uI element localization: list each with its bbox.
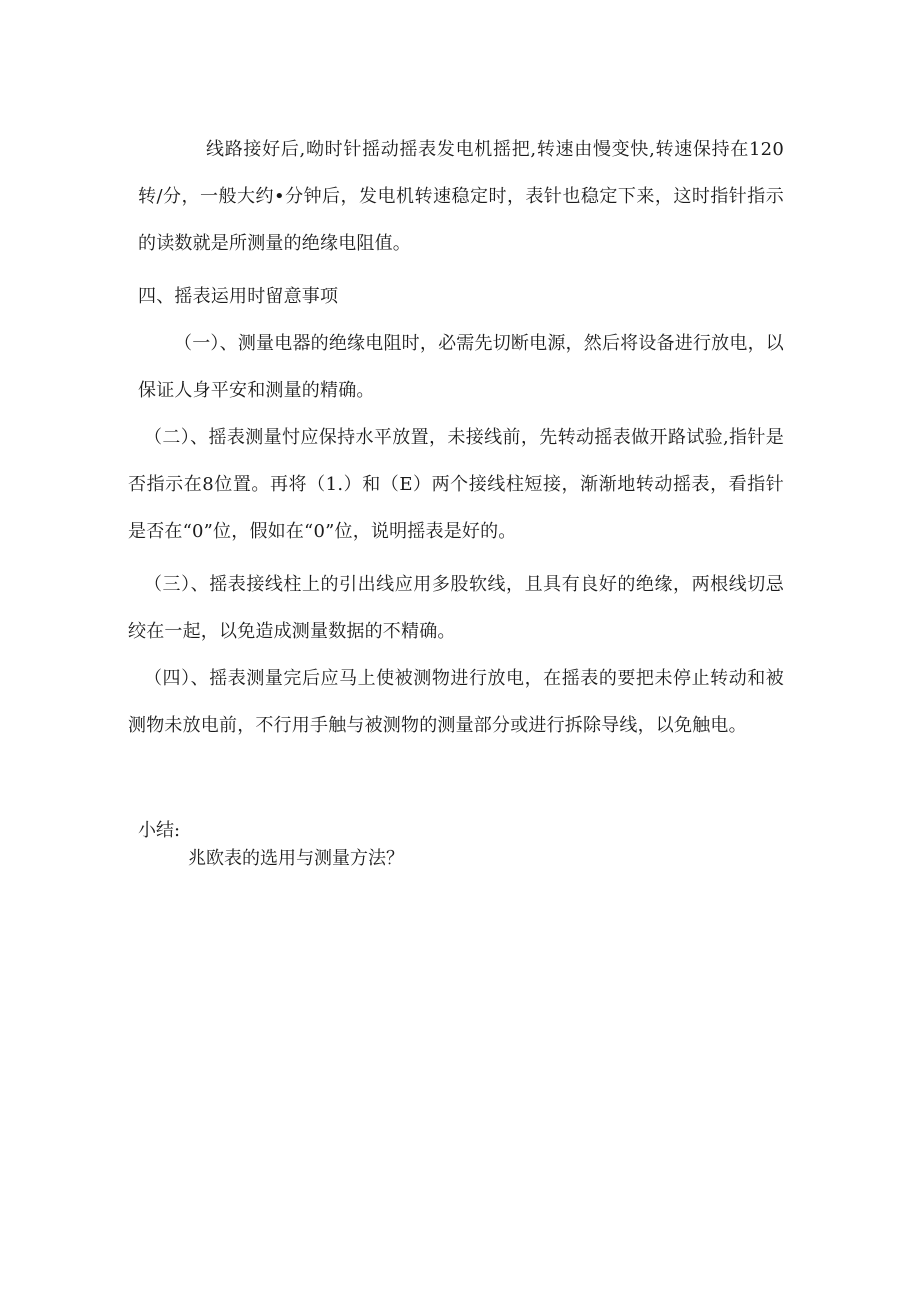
list-item-4: （四）、摇表测量完后应马上使被测物进行放电，在摇表的要把未停止转动和被测物未放电前，不行用手触与被测物的测量部分或进行拆除导线，以免触电。 xyxy=(128,668,784,736)
summary-label: 小结: xyxy=(138,820,181,841)
list-item-1: （一）、测量电器的绝缘电阻时，必需先切断电源，然后将设备进行放电，以保证人身平安和测量的精确。 xyxy=(138,333,784,401)
summary-question: 兆欧表的选用与测量方法？ xyxy=(188,848,404,869)
paragraph-procedure: 线路接好后,呦时针摇动摇表发电机摇把,转速由慢变快,转速保持在120转/分，一般大约•分钟后，发电机转速稳定时，表针也稳定下来，这时指针指示的读数就是所测量的绝缘电阻值。 xyxy=(138,139,784,254)
section-heading: 四、摇表运用时留意事项 xyxy=(138,286,339,307)
list-item-3: （三）、摇表接线柱上的引出线应用多股软线，且具有良好的绝缘，两根线切忌绞在一起，以免造成测量数据的不精确。 xyxy=(128,574,784,642)
list-item-2: （二）、摇表测量忖应保持水平放置，未接线前，先转动摇表做开路试验,指针是否指示在8位置。再将（1.）和（E）两个接线柱短接，渐渐地转动摇表，看指针是否在“0”位，假如在“0”位，说明摇表是好的。 xyxy=(128,427,784,542)
